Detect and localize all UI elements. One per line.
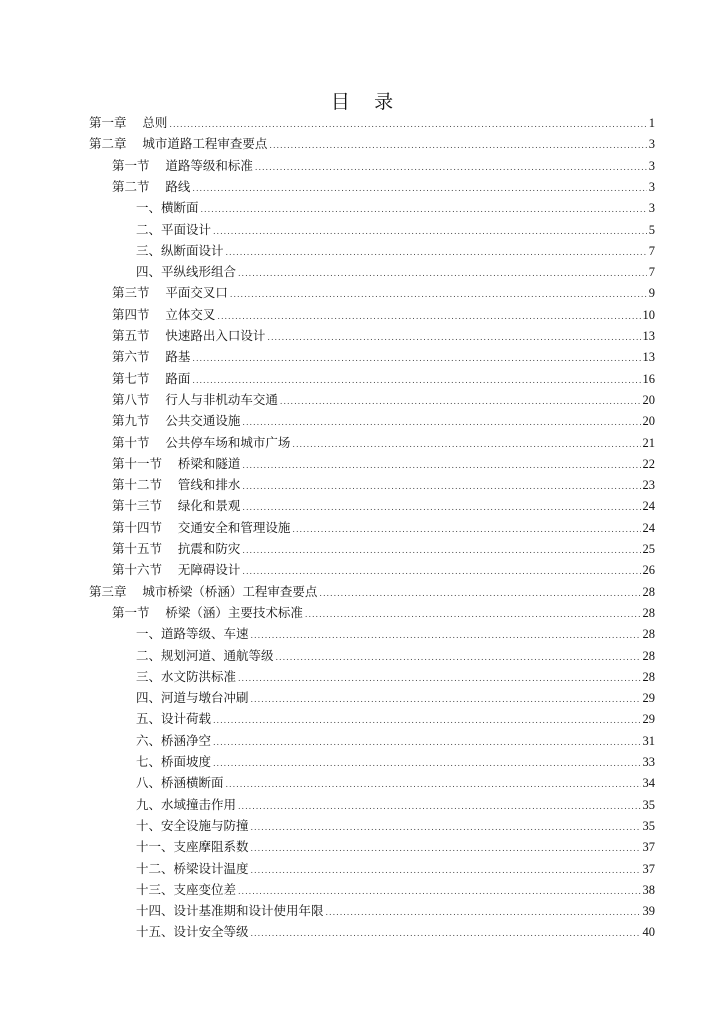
toc-entry[interactable] (136, 752, 655, 772)
toc-entry-label: 第二章 城市道路工程审查要点 (89, 136, 268, 152)
toc-entry-page-number: 33 (642, 755, 655, 769)
toc-entry-page-number: 3 (648, 201, 655, 216)
toc-entry-page-number: 7 (648, 243, 655, 258)
toc-entry-page-number: 38 (642, 882, 655, 897)
toc-leader-dots (292, 520, 640, 540)
toc-entry[interactable] (136, 241, 655, 261)
toc-entry[interactable] (89, 113, 655, 133)
toc-leader-dots (238, 797, 640, 817)
toc-entry-page-number: 20 (642, 414, 655, 429)
toc-entry-label: 第十一节 桥梁和隧道 (112, 455, 241, 471)
toc-entry-page-number: 10 (642, 307, 655, 322)
toc-entry-page-number: 3 (648, 137, 655, 152)
toc-entry-label: 第十四节 交通安全和管理设施 (112, 519, 291, 535)
toc-entry-page-number: 28 (642, 605, 655, 620)
toc-entry[interactable] (136, 688, 655, 708)
toc-entry-label: 三、纵断面设计 (136, 242, 224, 258)
toc-entry-page-number: 1 (648, 116, 655, 130)
toc-leader-dots (242, 541, 640, 561)
toc-entry-label: 二、规划河道、通航等级 (136, 647, 274, 663)
toc-entry-page-number: 28 (642, 627, 655, 642)
toc-leader-dots (269, 136, 646, 156)
toc-leader-dots (238, 882, 640, 902)
toc-entry[interactable] (89, 582, 655, 602)
toc-entry-label: 第十三节 绿化和景观 (112, 498, 241, 514)
toc-entry-page-number: 3 (648, 179, 655, 194)
toc-entry-label: 第一节 桥梁（涵）主要技术标准 (112, 604, 303, 620)
toc-entry-label: 十三、支座变位差 (136, 881, 237, 897)
toc-leader-dots (251, 626, 641, 646)
toc-entry-label: 第七节 路面 (112, 370, 191, 386)
toc-entry[interactable] (136, 646, 655, 666)
toc-entry-page-number: 24 (642, 499, 655, 514)
toc-leader-dots (242, 456, 640, 476)
toc-leader-dots (213, 754, 640, 774)
toc-leader-dots (192, 371, 640, 391)
toc-leader-dots (280, 392, 641, 412)
toc-entry-label: 三、水文防洪标准 (136, 668, 237, 684)
toc-entry[interactable] (89, 134, 655, 154)
toc-entry-page-number: 5 (648, 222, 655, 237)
toc-entry[interactable] (112, 156, 655, 176)
toc-entry[interactable] (136, 795, 655, 815)
toc-entry-label: 一、道路等级、车速 (136, 626, 249, 642)
toc-entry-label: 第二节 路线 (112, 178, 191, 194)
toc-entry[interactable] (112, 496, 655, 516)
toc-leader-dots (319, 584, 640, 604)
toc-entry[interactable] (136, 816, 655, 836)
toc-leader-dots (192, 349, 640, 369)
toc-entry-page-number: 9 (648, 286, 655, 301)
toc-entry-label: 第三节 平面交叉口 (112, 285, 228, 301)
toc-entry-label: 第十五节 抗震和防灾 (112, 541, 241, 556)
toc-leader-dots (226, 775, 641, 795)
toc-entry[interactable] (112, 454, 655, 474)
toc-entry-page-number: 40 (642, 925, 655, 940)
toc-entry-label: 第十节 公共停车场和城市广场 (112, 434, 291, 450)
toc-entry-label: 第四节 立体交叉 (112, 306, 216, 322)
toc-title: 目 录 (330, 91, 394, 113)
toc-entry-label: 十、安全设施与防撞 (136, 817, 249, 833)
toc-entry-page-number: 20 (642, 392, 655, 407)
toc-entry[interactable] (112, 560, 655, 580)
toc-entry-page-number: 28 (642, 648, 655, 663)
toc-entry[interactable] (136, 859, 655, 879)
toc-leader-dots (251, 839, 641, 859)
toc-entry[interactable] (136, 901, 655, 921)
toc-entry-label: 四、河道与墩台冲刷 (136, 690, 249, 706)
toc-entry[interactable] (136, 198, 655, 218)
toc-leader-dots (251, 818, 641, 838)
toc-entry-label: 第九节 公共交通设施 (112, 413, 241, 429)
toc-entry-label: 第五节 快速路出入口设计 (112, 328, 266, 343)
toc-leader-dots (238, 264, 647, 284)
toc-entry-label: 第六节 路基 (112, 349, 191, 365)
toc-entry[interactable] (136, 220, 655, 240)
toc-entry-label: 九、水域撞击作用 (136, 796, 237, 812)
toc-leader-dots (326, 903, 641, 923)
toc-entry-page-number: 24 (642, 520, 655, 535)
toc-leader-dots (251, 861, 641, 881)
toc-entry-page-number: 26 (642, 563, 655, 578)
toc-entry-label: 十二、桥梁设计温度 (136, 860, 249, 876)
toc-leader-dots (242, 562, 640, 582)
toc-leader-dots (213, 711, 640, 731)
toc-entry[interactable] (112, 326, 655, 346)
toc-entry[interactable] (112, 475, 655, 495)
toc-entry[interactable] (136, 773, 655, 793)
toc-entry-label: 第八节 行人与非机动车交通 (112, 391, 278, 407)
toc-leader-dots (251, 690, 641, 710)
toc-entry-page-number: 25 (642, 542, 655, 556)
toc-entry-page-number: 21 (642, 435, 655, 450)
toc-leader-dots (305, 605, 641, 625)
toc-entry-label: 二、平面设计 (136, 221, 212, 237)
toc-leader-dots (213, 222, 647, 242)
toc-leader-dots (267, 328, 640, 348)
toc-entry-label: 第十六节 无障碍设计 (112, 562, 241, 578)
toc-entry-label: 十四、设计基准期和设计使用年限 (136, 903, 324, 919)
toc-entry[interactable] (136, 667, 655, 687)
toc-entry-page-number: 39 (642, 904, 655, 919)
toc-entry[interactable] (136, 262, 655, 282)
toc-leader-dots (242, 477, 640, 497)
toc-leader-dots (242, 498, 640, 518)
toc-entry-label: 六、桥涵净空 (136, 732, 212, 748)
toc-entry-page-number: 23 (642, 478, 655, 493)
toc-entry-label: 第一节 道路等级和标准 (112, 157, 253, 173)
toc-leader-dots (213, 733, 640, 753)
toc-entry-label: 第三章 城市桥梁（桥涵）工程审查要点 (89, 583, 318, 599)
toc-entry-page-number: 35 (642, 797, 655, 812)
toc-entry-page-number: 34 (642, 776, 655, 791)
toc-entry-label: 第十二节 管线和排水 (112, 477, 241, 493)
toc-entry-label: 五、设计荷载 (136, 711, 212, 727)
toc-entry-page-number: 13 (642, 329, 655, 343)
toc-entry[interactable] (136, 837, 655, 857)
toc-entry[interactable] (112, 369, 655, 389)
toc-leader-dots (169, 115, 646, 135)
toc-entry[interactable] (112, 603, 655, 623)
toc-entry[interactable] (112, 283, 655, 303)
toc-entry-page-number: 3 (648, 158, 655, 173)
toc-entry[interactable] (136, 922, 655, 942)
toc-leader-dots (192, 179, 646, 199)
toc-leader-dots (292, 435, 640, 455)
toc-leader-dots (242, 413, 640, 433)
toc-entry[interactable] (112, 433, 655, 453)
toc-leader-dots (238, 669, 640, 689)
toc-entry-page-number: 31 (642, 733, 655, 748)
toc-leader-dots (230, 285, 647, 305)
toc-leader-dots (251, 924, 641, 944)
toc-entry[interactable] (112, 390, 655, 410)
toc-entry[interactable] (136, 731, 655, 751)
toc-leader-dots (255, 158, 647, 178)
toc-entry-page-number: 35 (642, 818, 655, 833)
toc-entry-label: 八、桥涵横断面 (136, 775, 224, 791)
toc-entry-page-number: 28 (642, 584, 655, 599)
toc-entry-label: 四、平纵线形组合 (136, 264, 237, 280)
toc-entry-page-number: 13 (642, 350, 655, 365)
toc-entry-label: 第一章 总则 (89, 115, 168, 130)
toc-leader-dots (226, 243, 647, 263)
toc-entry[interactable] (136, 709, 655, 729)
toc-entry-label: 十一、支座摩阻系数 (136, 839, 249, 855)
toc-entry-page-number: 29 (642, 712, 655, 727)
toc-entry-page-number: 29 (642, 691, 655, 706)
toc-entry[interactable] (136, 624, 655, 644)
toc-leader-dots (217, 307, 640, 327)
toc-entry[interactable] (112, 539, 655, 559)
toc-entry-page-number: 28 (642, 669, 655, 684)
toc-entry-label: 十五、设计安全等级 (136, 924, 249, 940)
toc-leader-dots (201, 200, 647, 220)
toc-entry[interactable] (112, 411, 655, 431)
toc-entry-label: 七、桥面坡度 (136, 754, 212, 769)
toc-entry-page-number: 22 (642, 456, 655, 471)
toc-entry[interactable] (136, 880, 655, 900)
toc-entry-page-number: 7 (648, 265, 655, 280)
toc-entry[interactable] (112, 177, 655, 197)
toc-entry-label: 一、横断面 (136, 200, 199, 216)
toc-entry[interactable] (112, 305, 655, 325)
toc-entry-page-number: 37 (642, 840, 655, 855)
toc-entry-page-number: 37 (642, 861, 655, 876)
toc-entry[interactable] (112, 347, 655, 367)
toc-entry[interactable] (112, 518, 655, 538)
toc-leader-dots (276, 648, 641, 668)
toc-entry-page-number: 16 (642, 371, 655, 386)
